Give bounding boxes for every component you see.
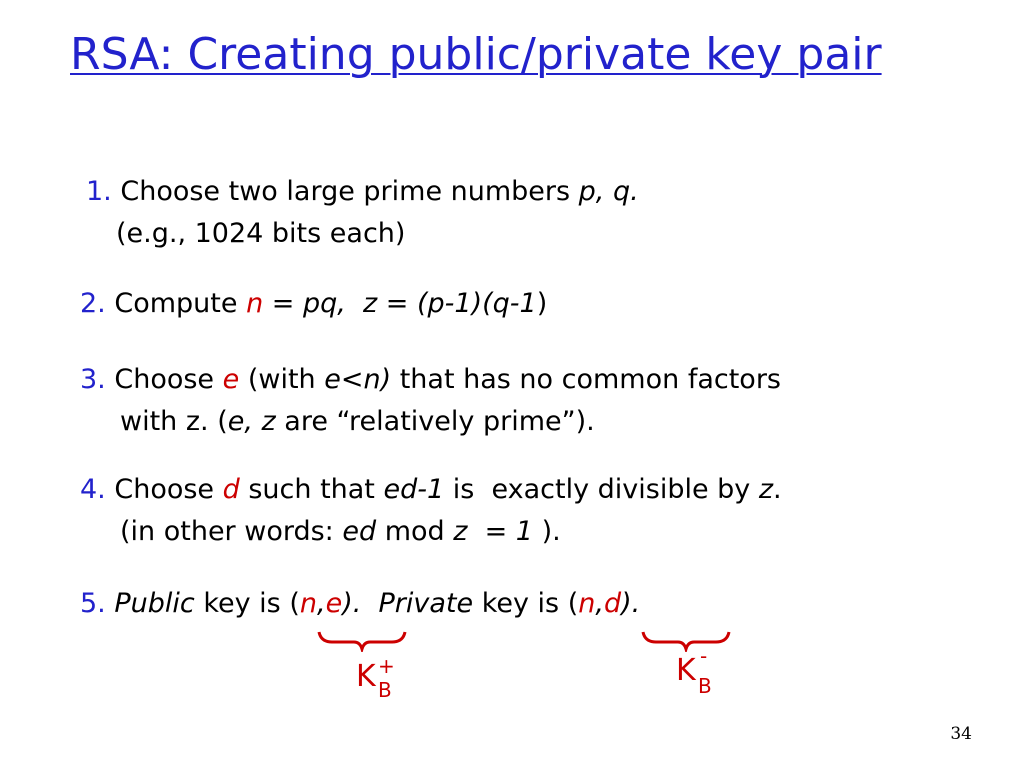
math-z: z (758, 474, 774, 505)
item-text: is exactly divisible by (444, 474, 759, 505)
item-number: 2. (80, 288, 106, 319)
math-e-lt-n: e<n) (324, 364, 392, 395)
item-text: (in other words: (120, 516, 343, 547)
item-text: mod (376, 516, 454, 547)
list-item-4-detail (120, 512, 561, 552)
key-superscript: + (378, 654, 395, 678)
item-number: 5. (80, 588, 106, 619)
list-item-5 (80, 584, 640, 624)
item-text: ). (342, 588, 379, 619)
item-text: ). (532, 516, 561, 547)
math-n: n (246, 288, 264, 319)
math-ed: ed (342, 516, 377, 547)
math-n: n (578, 588, 596, 619)
item-text: ). (621, 588, 641, 619)
item-number: 3. (80, 364, 106, 395)
word-public: Public (114, 588, 195, 619)
math-pq: pq, (303, 288, 346, 319)
math-n: n (299, 588, 317, 619)
word-private: Private (378, 588, 474, 619)
list-item-3-detail (120, 402, 595, 442)
item-text: key is ( (194, 588, 300, 619)
item-text: ) (536, 288, 548, 319)
list-item-1 (86, 172, 639, 212)
slide-title: RSA: Creating public/private key pair (70, 29, 882, 80)
item-text: . (773, 474, 782, 505)
math-d: d (603, 588, 622, 619)
item-text: Compute (114, 288, 247, 319)
item-text: Choose (114, 474, 223, 505)
item-text: Choose (114, 364, 223, 395)
math-pq: p, q. (578, 176, 639, 207)
key-base: K (356, 659, 376, 694)
comma: , (595, 588, 604, 619)
item-text: that has no common factors (391, 364, 781, 395)
math-eq-1: = 1 (467, 516, 533, 547)
list-item-4 (80, 470, 782, 510)
public-key-brace (316, 628, 408, 652)
math-d: d (222, 474, 240, 505)
item-text: = (263, 288, 303, 319)
list-item-3 (80, 360, 781, 400)
key-subscript: B (378, 678, 392, 702)
math-z: z (453, 516, 468, 547)
key-subscript: B (698, 674, 712, 698)
item-text: with z. ( (120, 406, 228, 437)
private-key-brace (640, 628, 732, 652)
public-key-symbol (356, 654, 406, 712)
item-text: (with (239, 364, 325, 395)
key-base: K (676, 653, 696, 688)
math-e: e (222, 364, 240, 395)
list-item-2 (80, 284, 547, 324)
item-text: are “relatively prime”). (275, 406, 595, 437)
item-text: such that (239, 474, 384, 505)
math-z: z = (p-1)(q-1 (363, 288, 537, 319)
private-key-symbol (676, 644, 726, 706)
math-e: e (325, 588, 343, 619)
item-number: 4. (80, 474, 106, 505)
item-text: Choose two large prime numbers (120, 176, 579, 207)
page-number: 34 (950, 724, 972, 744)
comma: , (317, 588, 326, 619)
list-item-1-detail: (e.g., 1024 bits each) (116, 218, 406, 249)
math-ez: e, z (227, 406, 276, 437)
math-ed-1: ed-1 (383, 474, 445, 505)
item-text (346, 288, 363, 319)
key-superscript: - (700, 644, 708, 668)
item-text: key is ( (473, 588, 579, 619)
item-number: 1. (86, 176, 112, 207)
